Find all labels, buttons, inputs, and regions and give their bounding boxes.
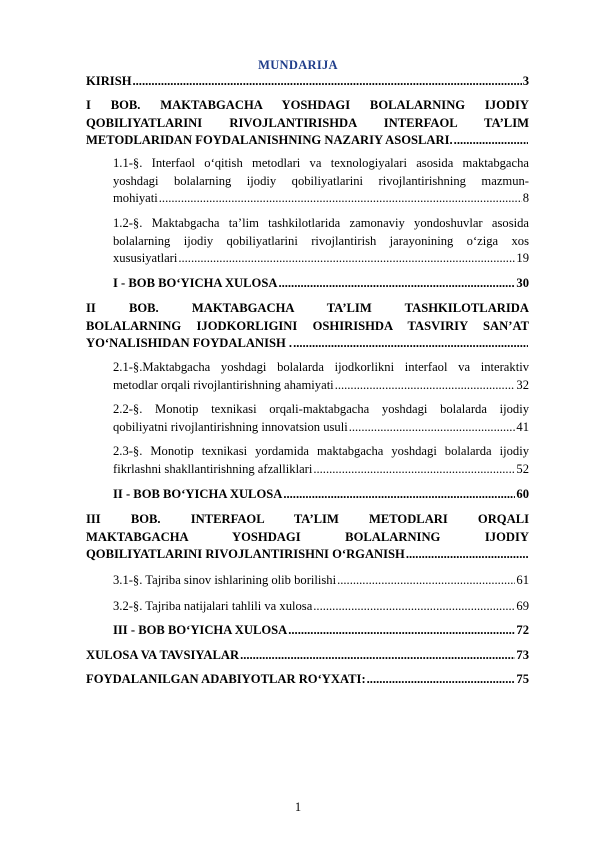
toc-entry-line: 2.2-§. Monotip texnikasi orqali-maktabgacha yoshdagi bolalarda ijodiy bbox=[113, 402, 529, 416]
toc-entry-section-3-2[interactable] bbox=[113, 598, 529, 616]
toc-entry-chapter-2[interactable] bbox=[86, 300, 529, 353]
toc-entry-kirish[interactable] bbox=[86, 73, 529, 91]
dot-leader bbox=[349, 419, 516, 437]
toc-page-number: 41 bbox=[516, 419, 529, 434]
toc-entry-text: 3.2-§. Tajriba natijalari tahlili va xulosa bbox=[113, 599, 313, 613]
dot-leader bbox=[283, 486, 515, 504]
toc-page-number: 60 bbox=[516, 487, 529, 501]
dot-leader bbox=[313, 598, 515, 616]
toc-entry-section-2-2[interactable] bbox=[113, 401, 529, 436]
toc-entry-line: bolalarning ijodiy qobiliyatlarini rivojlantirish jarayonining o‘ziga xos bbox=[113, 233, 529, 248]
toc-entry-line: BOLALARNING IJODKORLIGINI OSHIRISHDA TASVIRIY SAN’AT bbox=[86, 318, 529, 333]
page-number: 1 bbox=[294, 800, 302, 814]
toc-page-number: 69 bbox=[516, 599, 529, 613]
toc-entry-text: xususiyatlari bbox=[113, 251, 178, 265]
toc-page-number: 19 bbox=[516, 251, 529, 265]
toc-title: MUNDARIJA bbox=[258, 58, 338, 72]
toc-entry-line: yoshdagi bolalarning ijodiy qobiliyatlarini rivojlantirishning mazmun- bbox=[113, 173, 529, 188]
toc-entry-line: 2.3-§. Monotip texnikasi yordamida maktabgacha yoshdagi bolalarda ijodiy bbox=[113, 444, 529, 458]
toc-page-number: 61 bbox=[516, 573, 529, 587]
toc-page-number: 75 bbox=[516, 672, 529, 686]
toc-entry-section-3-1[interactable] bbox=[113, 572, 529, 590]
dot-leader bbox=[288, 622, 515, 640]
toc-page-number: 3 bbox=[522, 74, 529, 88]
toc-entry-text: qobiliyatni rivojlantirishning innovatsion usuli bbox=[113, 419, 348, 434]
toc-entry-text: II - BOB BO‘YICHA XULOSA bbox=[113, 487, 283, 501]
dot-leader bbox=[178, 250, 515, 268]
dot-leader bbox=[337, 572, 515, 590]
toc-entry-text: fikrlashni shakllantirishning afzalliklari bbox=[113, 461, 313, 476]
toc-entry-section-1-1[interactable] bbox=[113, 155, 529, 208]
dot-leader bbox=[293, 335, 528, 353]
toc-entry-chapter-3[interactable] bbox=[86, 511, 529, 564]
dot-leader bbox=[454, 132, 528, 150]
toc-entry-text: metodlar orqali rivojlantirishning ahamiyati bbox=[113, 377, 334, 392]
toc-entry-line: QOBILIYATLARINI RIVOJLANTIRISHDA INTERFAOL TA’LIM bbox=[86, 115, 529, 130]
toc-entry-text: I - BOB BO‘YICHA XULOSA bbox=[113, 276, 278, 290]
toc-entry-text: YO‘NALISHIDAN FOYDALANISH . bbox=[86, 336, 293, 350]
toc-entry-section-2-1[interactable] bbox=[113, 359, 529, 394]
toc-entry-section-2-3[interactable] bbox=[113, 443, 529, 478]
toc-page-number: 72 bbox=[516, 623, 529, 637]
toc-entry-conclusion[interactable] bbox=[86, 647, 529, 665]
toc-entry-text: XULOSA VA TAVSIYALAR bbox=[86, 648, 240, 662]
dot-leader bbox=[133, 73, 522, 91]
dot-leader bbox=[313, 461, 515, 479]
dot-leader bbox=[335, 377, 516, 395]
toc-entry-section-1-2[interactable] bbox=[113, 215, 529, 268]
toc-entry-text: QOBILIYATLARINI RIVOJLANTIRISHNI O‘RGANISH bbox=[86, 547, 405, 561]
toc-entry-chapter-2-conclusion[interactable] bbox=[113, 486, 529, 504]
toc-page-number: 52 bbox=[516, 461, 529, 476]
toc-entry-line: MAKTABGACHA YOSHDAGI BOLALARNING IJODIY bbox=[86, 529, 529, 544]
toc-entry-line: 1.2-§. Maktabgacha ta’lim tashkilotlarida zamonaviy yondoshuvlar asosida bbox=[113, 216, 529, 230]
toc-entry-line: 1.1-§. Interfaol o‘qitish metodlari va texnologiyalari asosida maktabgacha bbox=[113, 156, 529, 170]
toc-entry-text: 3.1-§. Tajriba sinov ishlarining olib borilishi bbox=[113, 573, 337, 587]
dot-leader bbox=[159, 190, 522, 208]
toc-entry-chapter-3-conclusion[interactable] bbox=[113, 622, 529, 640]
toc-entry-text: FOYDALANILGAN ADABIYOTLAR RO‘YXATI: bbox=[86, 672, 366, 686]
toc-entry-text: mohiyati bbox=[113, 191, 158, 205]
toc-entry-line: 2.1-§.Maktabgacha yoshdagi bolalarda ijodkorlikni interfaol va interaktiv bbox=[113, 360, 529, 374]
toc-page-number: 73 bbox=[516, 648, 529, 662]
toc-page-number: 32 bbox=[516, 377, 529, 392]
toc-entry-chapter-1-conclusion[interactable] bbox=[113, 275, 529, 293]
toc-entry-line: I BOB. MAKTABGACHA YOSHDAGI BOLALARNING IJODIY bbox=[86, 98, 529, 112]
dot-leader bbox=[406, 546, 528, 564]
dot-leader bbox=[367, 671, 516, 689]
dot-leader bbox=[240, 647, 515, 665]
toc-entry-text: KIRISH bbox=[86, 74, 132, 88]
toc-entry-text: METODLARIDAN FOYDALANISHNING NAZARIY ASOSLARI. bbox=[86, 133, 453, 147]
toc-entry-line: II BOB. MAKTABGACHA TA’LIM TASHKILOTLARIDA bbox=[86, 301, 529, 315]
toc-entry-text: III - BOB BO‘YICHA XULOSA bbox=[113, 623, 288, 637]
toc-page-number: 30 bbox=[516, 276, 529, 290]
toc-entry-line: III BOB. INTERFAOL TA’LIM METODLARI ORQALI bbox=[86, 512, 529, 526]
toc-entry-references[interactable] bbox=[86, 671, 529, 689]
dot-leader bbox=[278, 275, 515, 293]
toc-page-number: 8 bbox=[522, 191, 529, 205]
toc-entry-chapter-1[interactable] bbox=[86, 97, 529, 150]
